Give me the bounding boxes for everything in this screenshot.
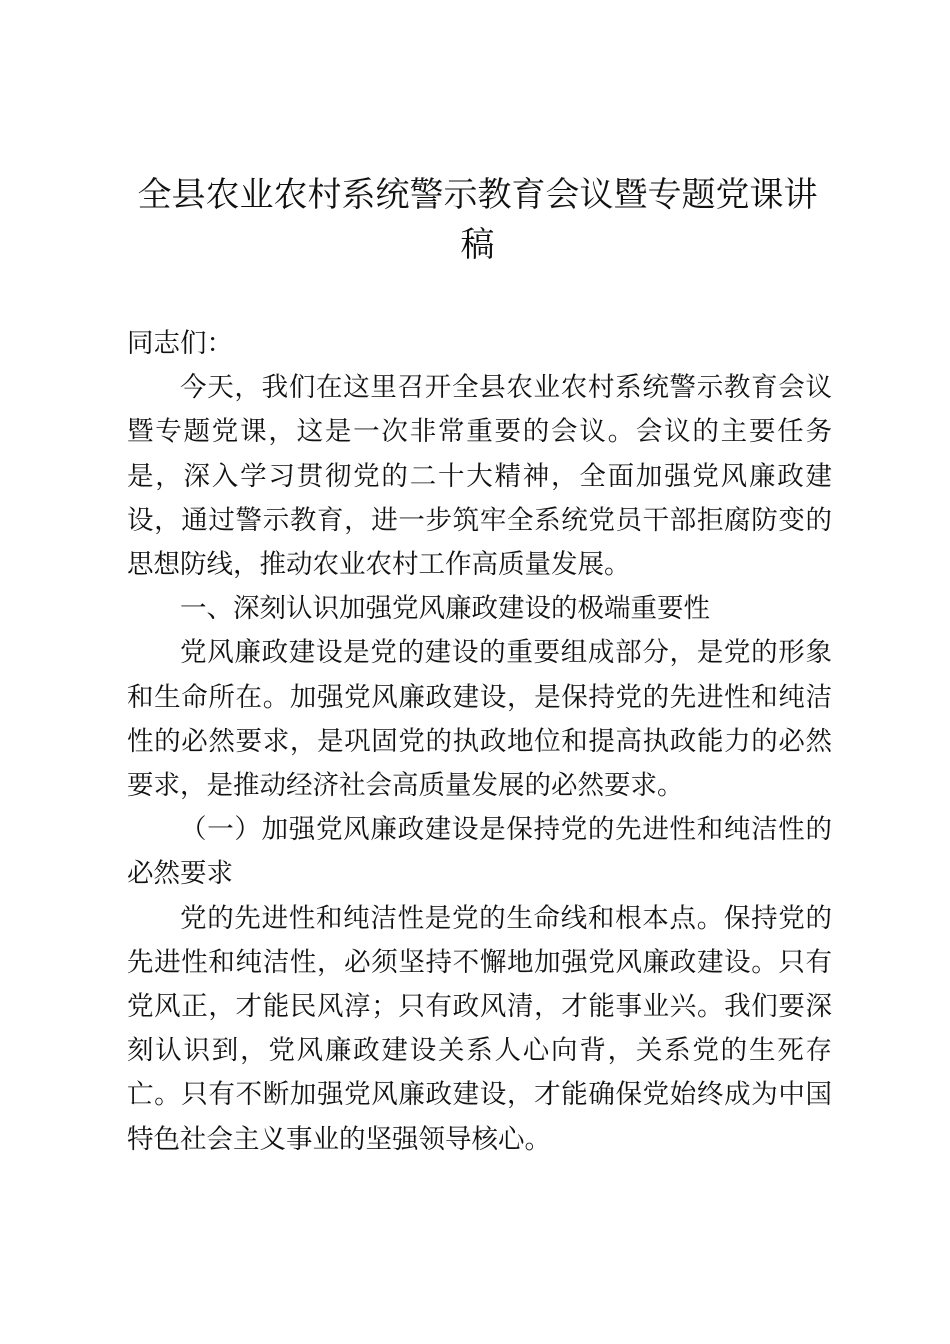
subsection-heading-1: （一）加强党风廉政建设是保持党的先进性和纯洁性的必然要求	[127, 814, 832, 890]
document-title: 全县农业农村系统警示教育会议暨专题党课讲稿	[137, 175, 818, 265]
paragraph-subsection-1: 党的先进性和纯洁性是党的生命线和根本点。保持党的先进性和纯洁性，必须坚持不懈地加强党风廉政建设。只有党风正，才能民风淳；只有政风清，才能事业兴。我们要深刻认识到，党风廉政建设关系人心向背，关系党的生死存亡。只有不断加强党风廉政建设，才能确保党始终成为中国特色社会主义事业的坚强领导核心。	[127, 902, 832, 1155]
section-heading-1: 一、深刻认识加强党风廉政建设的极端重要性	[180, 593, 710, 625]
paragraph-opening: 今天，我们在这里召开全县农业农村系统警示教育会议暨专题党课，这是一次非常重要的会议。会议的主要任务是，深入学习贯彻党的二十大精神，全面加强党风廉政建设，通过警示教育，进一步筑牢全系统党员干部拒腐防变的思想防线，推动农业农村工作高质量发展。	[127, 372, 832, 581]
salutation: 同志们：	[127, 328, 233, 359]
document-body	[127, 322, 832, 1162]
paragraph-section-1: 党风廉政建设是党的建设的重要组成部分，是党的形象和生命所在。加强党风廉政建设，是保持党的先进性和纯洁性的必然要求，是巩固党的执政地位和提高执政能力的必然要求，是推动经济社会高质量发展的必然要求。	[127, 637, 832, 802]
